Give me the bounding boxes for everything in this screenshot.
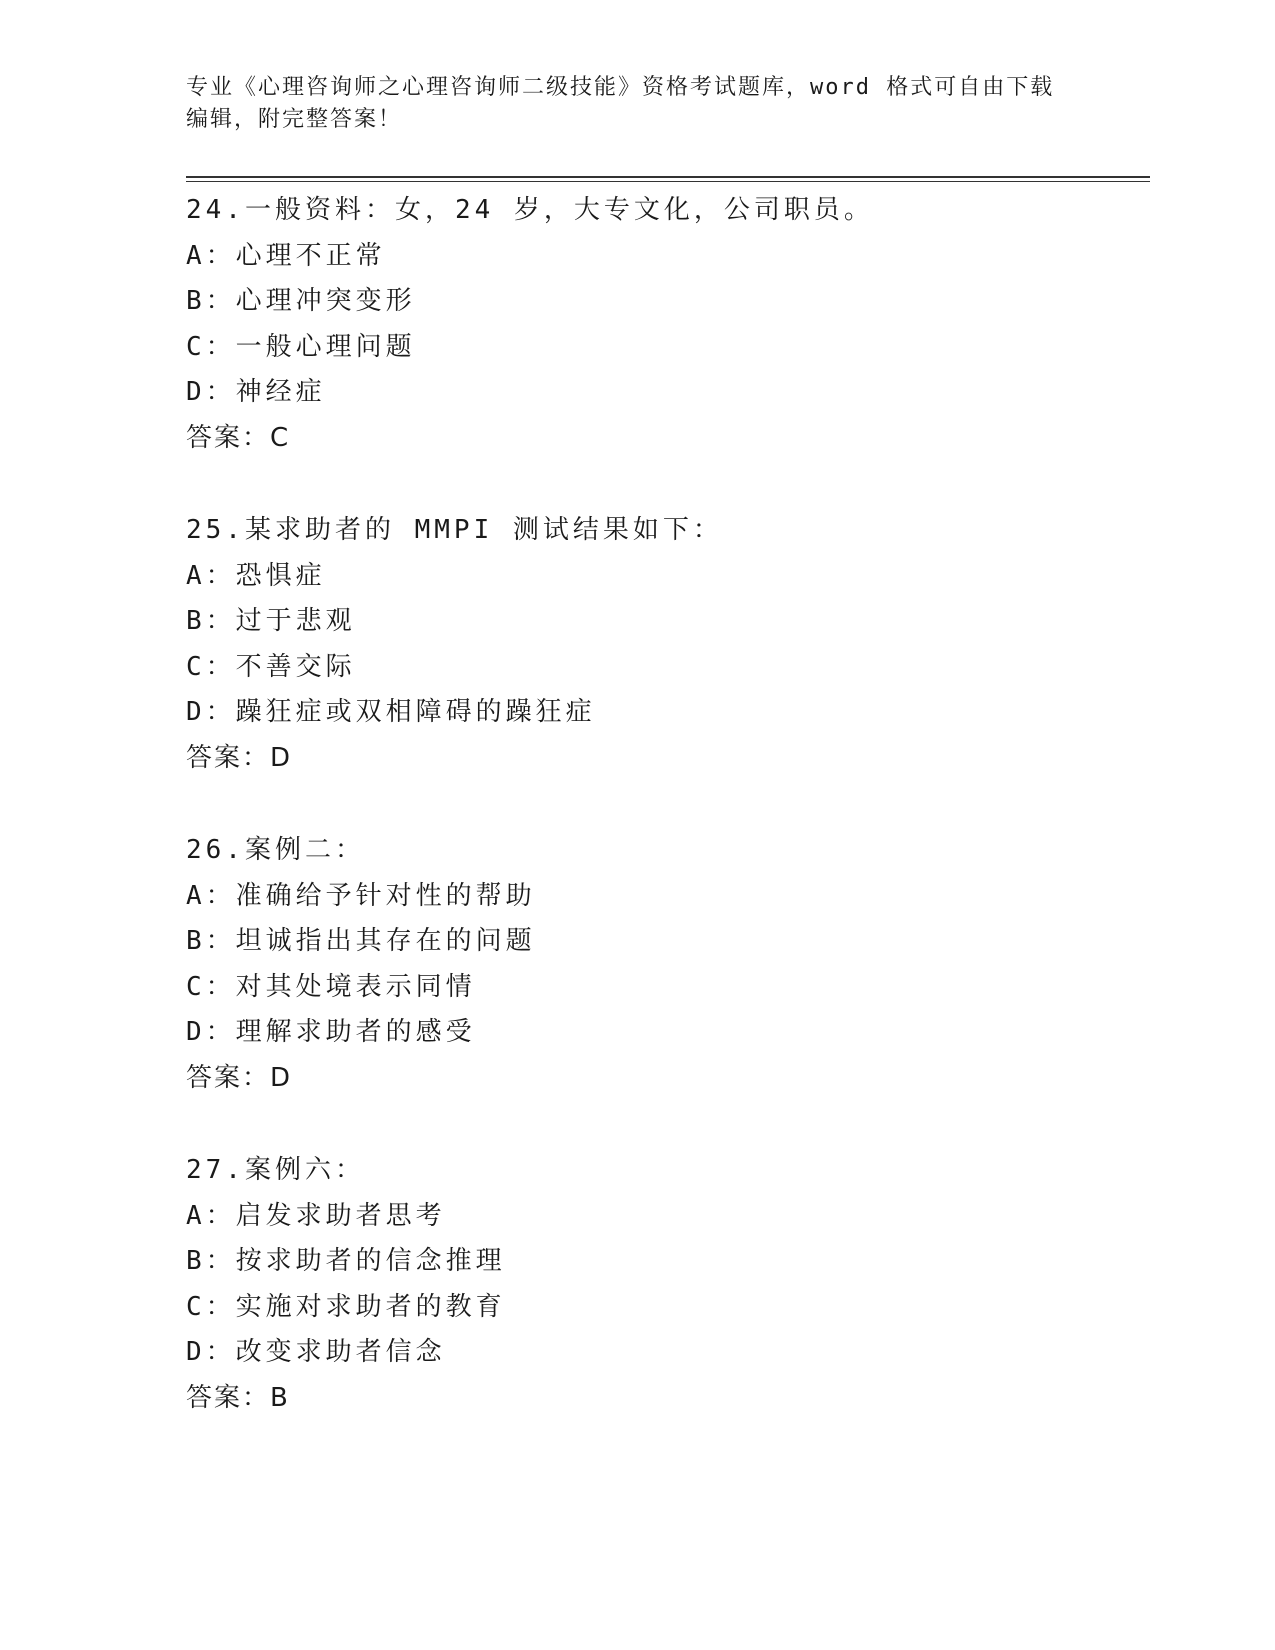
question-27 bbox=[186, 1148, 1146, 1468]
question-25 bbox=[186, 508, 1146, 828]
header-line: 编辑，附完整答案！ bbox=[186, 107, 403, 132]
option-b: B：按求助者的信念推理 bbox=[186, 1246, 506, 1276]
option-b: B：坦诚指出其存在的问题 bbox=[186, 926, 536, 956]
option-a: A：恐惧症 bbox=[186, 560, 326, 591]
answer: 答案：B bbox=[186, 1382, 290, 1413]
question-24 bbox=[186, 188, 1146, 508]
option-a: A：心理不正常 bbox=[186, 240, 386, 271]
question-stem: 25.某求助者的 MMPI 测试结果如下： bbox=[186, 515, 723, 545]
question-stem: 24.一般资料：女，24 岁，大专文化，公司职员。 bbox=[186, 195, 874, 225]
option-c: C：不善交际 bbox=[186, 651, 356, 682]
option-a: A：启发求助者思考 bbox=[186, 1200, 446, 1231]
question-26 bbox=[186, 828, 1146, 1148]
option-d: D：躁狂症或双相障碍的躁狂症 bbox=[186, 697, 596, 727]
document-header bbox=[186, 72, 1066, 136]
question-stem: 27.案例六： bbox=[186, 1155, 365, 1185]
option-c: C：实施对求助者的教育 bbox=[186, 1291, 506, 1322]
option-d: D：改变求助者信念 bbox=[186, 1337, 446, 1367]
question-list bbox=[186, 188, 1146, 1468]
option-a: A：准确给予针对性的帮助 bbox=[186, 880, 536, 911]
header-divider-thick bbox=[186, 176, 1150, 178]
option-c: C：对其处境表示同情 bbox=[186, 971, 476, 1002]
answer: 答案：D bbox=[186, 742, 293, 773]
option-b: B：过于悲观 bbox=[186, 606, 356, 636]
option-d: D：理解求助者的感受 bbox=[186, 1017, 476, 1047]
answer: 答案：C bbox=[186, 422, 291, 453]
answer: 答案：D bbox=[186, 1062, 293, 1093]
option-d: D：神经症 bbox=[186, 377, 326, 407]
question-stem: 26.案例二： bbox=[186, 835, 365, 865]
option-b: B：心理冲突变形 bbox=[186, 286, 416, 316]
header-line: 专业《心理咨询师之心理咨询师二级技能》资格考试题库，word 格式可自由下载 bbox=[186, 75, 1055, 100]
header-divider-thin bbox=[186, 181, 1150, 182]
option-c: C：一般心理问题 bbox=[186, 331, 416, 362]
